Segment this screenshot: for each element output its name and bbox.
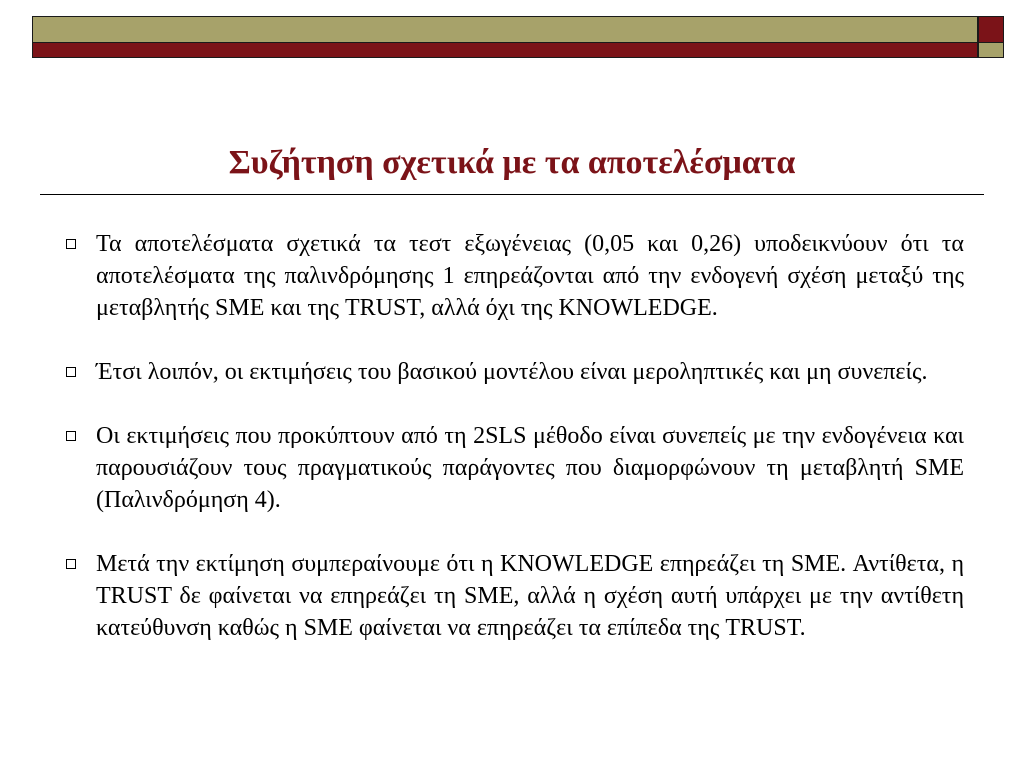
bullet-item: [66, 228, 964, 324]
header-square-olive: [978, 43, 1004, 58]
header-square-maroon: [978, 16, 1004, 43]
slide-title: Συζήτηση σχετικά με τα αποτελέσματα: [228, 144, 796, 181]
bullet-text: Μετά την εκτίμηση συμπεραίνουμε ότι η KNOWLEDGE επηρεάζει τη SME. Αντίθετα, η TRUST δε φαίνεται να επηρεάζει τη SME, αλλά η σχέση αυτή υπάρχει με την αντίθετη κατεύθυνση καθώς η SME φαίνεται να επηρεάζει τα επίπεδα της TRUST.: [96, 551, 964, 641]
title-divider: [40, 194, 984, 195]
bullet-item: [66, 420, 964, 516]
hollow-square-bullet-icon: [66, 559, 76, 569]
bullet-item: [66, 356, 964, 388]
hollow-square-bullet-icon: [66, 239, 76, 249]
bullet-item: [66, 548, 964, 644]
bullet-list: [66, 228, 964, 676]
header-bar-maroon: [32, 43, 978, 58]
hollow-square-bullet-icon: [66, 367, 76, 377]
bullet-text: Τα αποτελέσματα σχετικά τα τεστ εξωγένειας (0,05 και 0,26) υποδεικνύουν ότι τα αποτελέσματα της παλινδρόμησης 1 επηρεάζονται από την ενδογενή σχέση μεταξύ της μεταβλητής SME και της TRUST, αλλά όχι της KNOWLEDGE.: [96, 231, 964, 321]
bullet-text: Έτσι λοιπόν, οι εκτιμήσεις του βασικού μοντέλου είναι μεροληπτικές και μη συνεπείς.: [96, 359, 928, 385]
bullet-text: Οι εκτιμήσεις που προκύπτουν από τη 2SLS μέθοδο είναι συνεπείς με την ενδογένεια και παρουσιάζουν τους πραγματικούς παράγοντες που διαμορφώνουν τη μεταβλητή SME (Παλινδρόμηση 4).: [96, 423, 964, 513]
header-bar-olive: [32, 16, 978, 43]
hollow-square-bullet-icon: [66, 431, 76, 441]
